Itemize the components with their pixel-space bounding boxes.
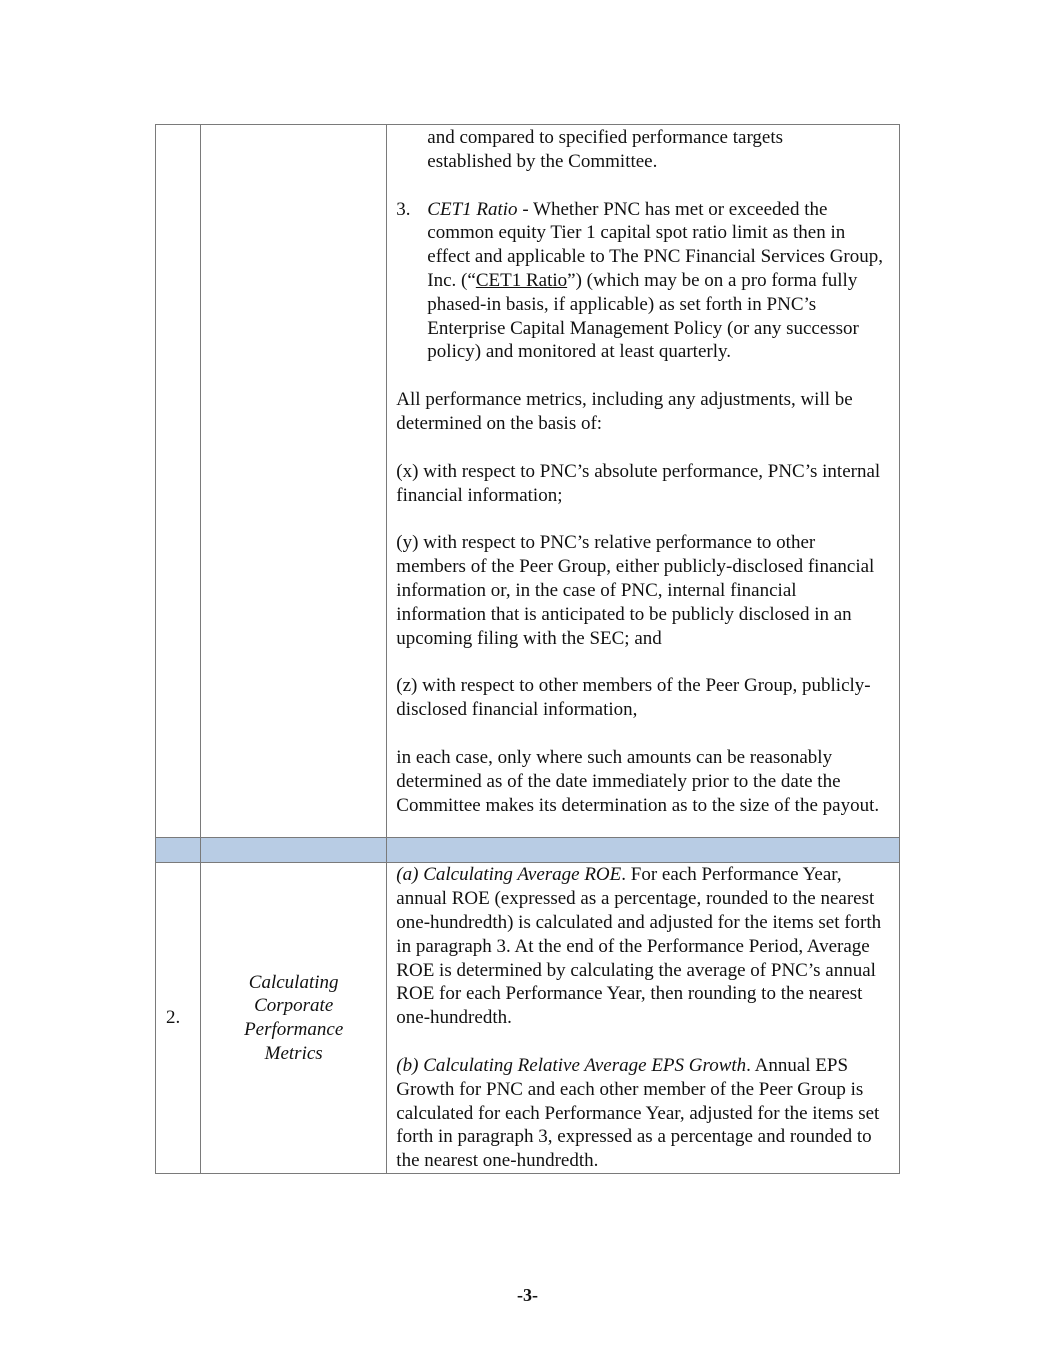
row-number-cell — [156, 125, 201, 838]
list-item-cet1-ratio — [396, 198, 889, 365]
paragraph-eps-growth — [396, 1054, 889, 1173]
paragraph-average-roe — [396, 863, 889, 1030]
term-cet1-ratio: CET1 Ratio — [427, 198, 518, 220]
table-row — [156, 125, 900, 838]
separator-cell — [387, 838, 900, 863]
continued-line: established by the Committee. — [427, 150, 658, 172]
paragraph-text: . Annual EPS Growth for PNC and each other member of the Peer Group is calculated for each Performance Year, adjusted for the items set forth in paragraph 3, expressed as a percentage and rounded to the nearest one-hundredth. — [396, 1054, 880, 1172]
row-number-cell — [156, 863, 201, 1174]
paragraph-z: (z) with respect to other members of the Peer Group, publicly-disclosed financial information, — [396, 675, 871, 721]
paragraph-basis: All performance metrics, including any adjustments, will be determined on the basis of: — [396, 389, 853, 434]
paragraph-heading: (a) Calculating Average ROE — [396, 864, 622, 886]
row-title-cell — [201, 863, 387, 1174]
continued-item-text — [396, 126, 889, 174]
paragraph-text: . For each Performance Year, annual ROE (expressed as a percentage, rounded to the nearest one-hundredth) is calculated and adjusted for the items set forth in paragraph 3. At the end of the Performance Period, Average ROE is determined by calculating the average of PNC’s annual ROE for each Performance Year, then rounding to the nearest one-hundredth. — [396, 864, 882, 1029]
paragraph-x: (x) with respect to PNC’s absolute performance, PNC’s internal financial information; — [396, 460, 881, 506]
defined-term: CET1 Ratio — [475, 269, 568, 291]
row-title-line: Corporate — [254, 995, 334, 1017]
paragraph-heading: (b) Calculating Relative Average EPS Growth — [396, 1054, 747, 1076]
row-title-cell — [201, 125, 387, 838]
row-title-line: Calculating — [248, 971, 339, 993]
table-row — [156, 863, 900, 1174]
continued-line: and compared to specified performance targets — [427, 127, 784, 148]
paragraph-each-case: in each case, only where such amounts can be reasonably determined as of the date immediately prior to the date the Committee makes its determination as to the size of the payout. — [396, 746, 880, 816]
separator-cell — [156, 838, 201, 863]
row-number: 2. — [166, 1007, 181, 1029]
item-text: ”) (which may be on a pro forma fully phased-in basis, if applicable) as set forth in PNC’s Enterprise Capital Management Policy (or any successor policy) and monitored at least quarterly. — [427, 269, 859, 363]
paragraph-y: (y) with respect to PNC’s relative performance to other members of the Peer Group, either publicly-disclosed financial information or, in the case of PNC, internal financial information that is anticipated to be publicly disclosed in an upcoming filing with the SEC; and — [396, 532, 875, 649]
table-separator-row — [156, 838, 900, 863]
list-item-number: 3. — [396, 198, 411, 220]
row-title-line: Performance — [244, 1019, 344, 1041]
row-title-line: Metrics — [264, 1042, 323, 1064]
term-separator: - — [517, 198, 534, 220]
item-text: Whether PNC has met or exceeded the common equity Tier 1 capital spot ratio limit as then in effect and applicable to The PNC Financial Services Group, Inc. (“ — [427, 198, 883, 291]
separator-cell — [201, 838, 387, 863]
metrics-table — [155, 124, 900, 1174]
row-content-cell — [387, 125, 900, 838]
row-content-cell — [387, 863, 900, 1174]
page-number: -3- — [517, 1285, 538, 1305]
